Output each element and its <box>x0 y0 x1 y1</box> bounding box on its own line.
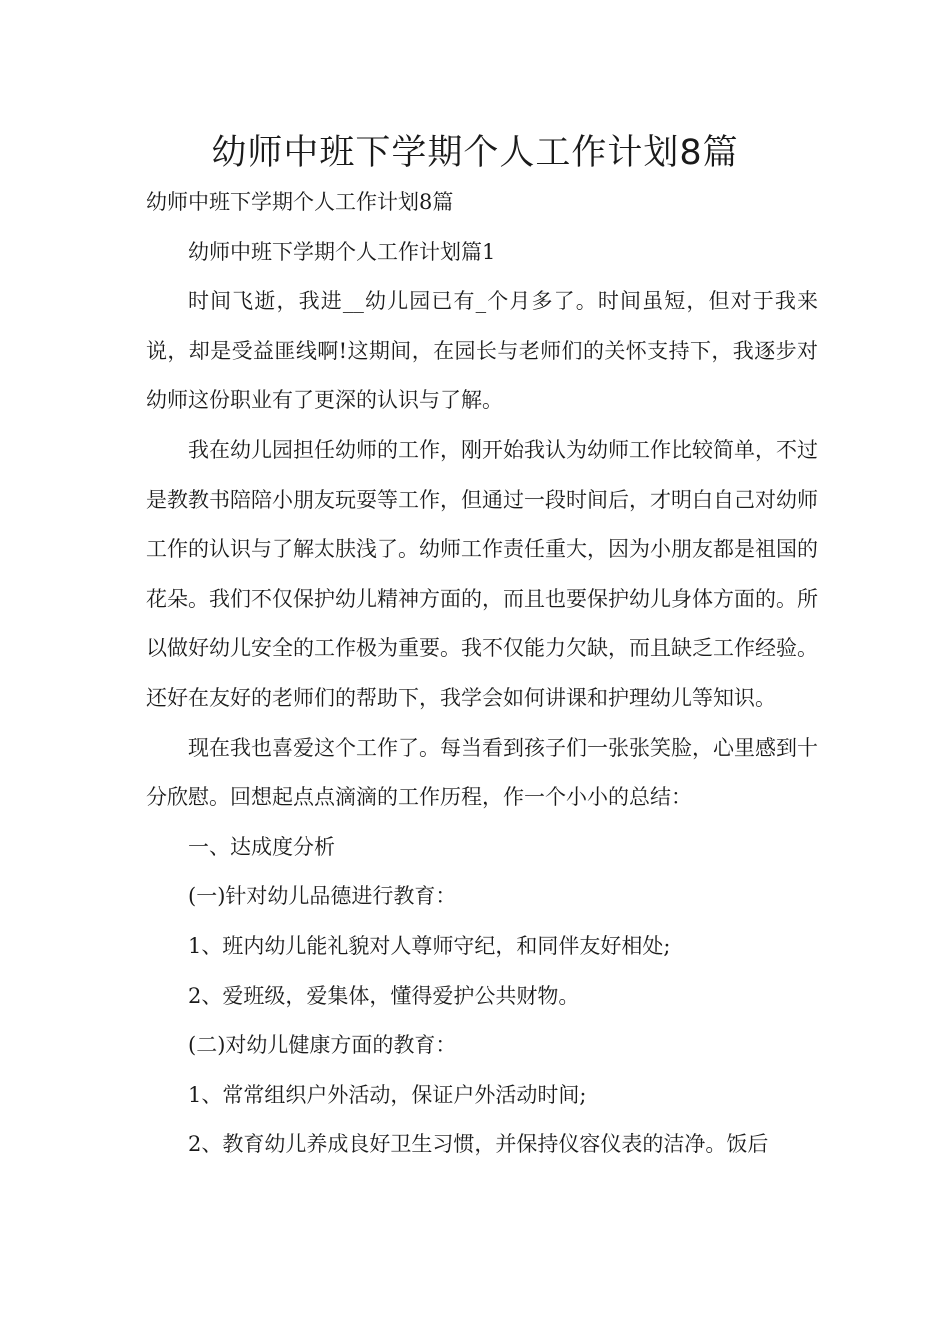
paragraph: 现在我也喜爱这个工作了。每当看到孩子们一张张笑脸，心里感到十分欣慰。回想起点点滴滴的工作历程，作一个小小的总结： <box>146 735 818 810</box>
list-subheading: (一)针对幼儿品德进行教育： <box>188 884 457 909</box>
paragraph: 时间飞逝，我进__幼儿园已有_个月多了。时间虽短，但对于我来说，却是受益匪线啊!这期间，在园长与老师们的关怀支持下，我逐步对幼师这份职业有了更深的认识与了解。 <box>146 289 818 413</box>
section-heading: 幼师中班下学期个人工作计划篇1 <box>188 239 496 264</box>
document-title: 幼师中班下学期个人工作计划8篇 <box>211 133 739 173</box>
list-item: 2、爱班级，爱集体，懂得爱护公共财物。 <box>188 983 580 1008</box>
list-item: 1、班内幼儿能礼貌对人尊师守纪，和同伴友好相处; <box>188 933 671 958</box>
paragraph: 我在幼儿园担任幼师的工作，刚开始我认为幼师工作比较简单，不过是教教书陪陪小朋友玩耍等工作，但通过一段时间后，才明白自己对幼师工作的认识与了解太肤浅了。幼师工作责任重大，因为小朋友都是祖国的花朵。我们不仅保护幼儿精神方面的，而且也要保护幼儿身体方面的。所以做好幼儿安全的工作极为重要。我不仅能力欠缺，而且缺乏工作经验。还好在友好的老师们的帮助下，我学会如何讲课和护理幼儿等知识。 <box>146 437 818 710</box>
list-heading: 一、达成度分析 <box>188 834 335 859</box>
list-item: 2、教育幼儿养成良好卫生习惯，并保持仪容仪表的洁净。饭后 <box>188 1132 769 1157</box>
document-body <box>146 178 818 1170</box>
list-item: 1、常常组织户外活动，保证户外活动时间; <box>188 1082 587 1107</box>
list-subheading: (二)对幼儿健康方面的教育： <box>188 1033 457 1058</box>
document-subtitle: 幼师中班下学期个人工作计划8篇 <box>146 190 454 214</box>
